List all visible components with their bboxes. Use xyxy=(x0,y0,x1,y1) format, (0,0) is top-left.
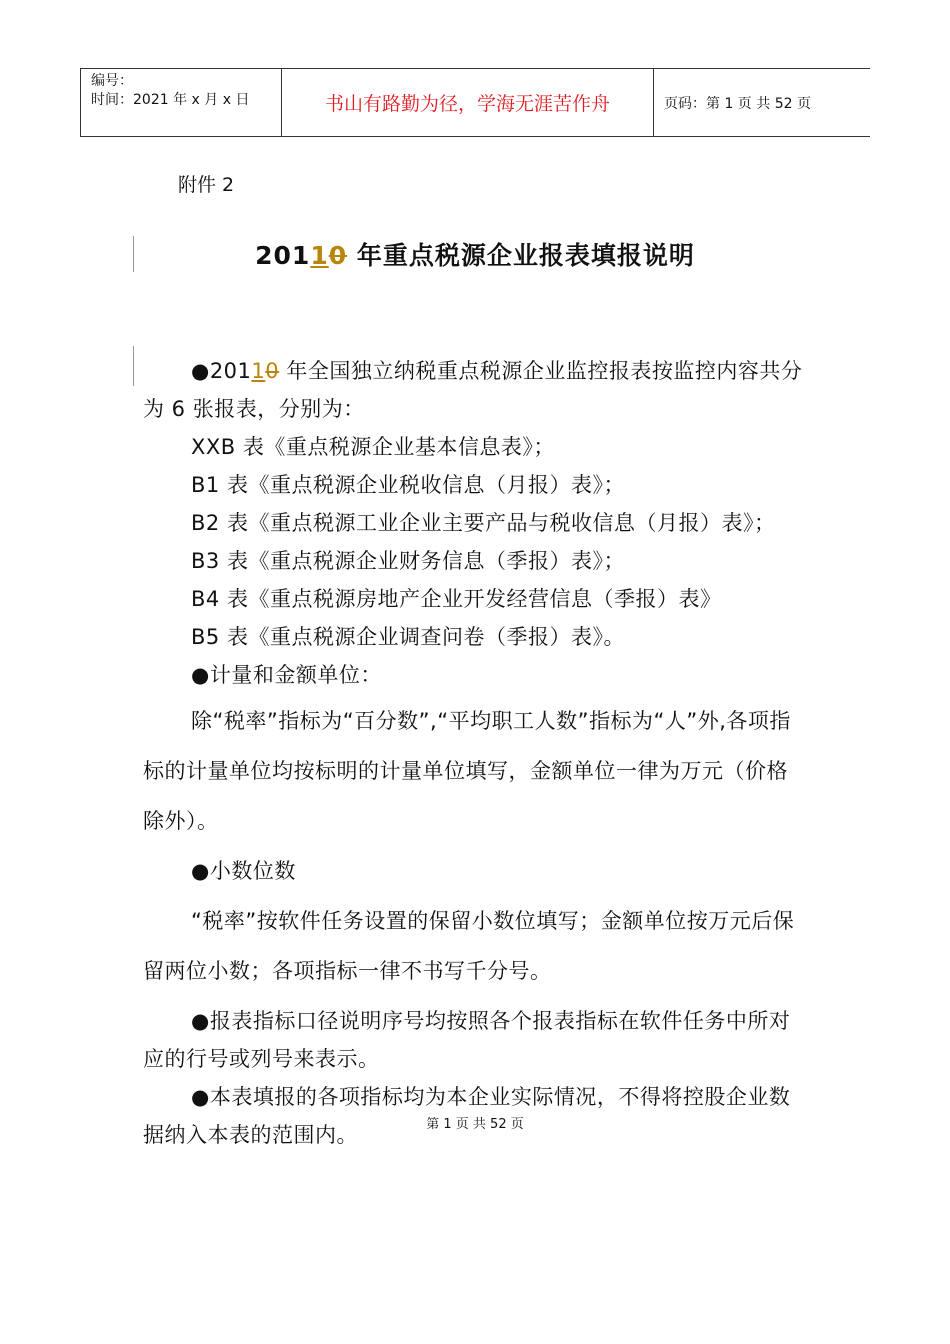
header-time-label: 时间：2021 年 x 月 x 日 xyxy=(91,92,250,108)
title-prefix: 201 xyxy=(255,241,311,270)
header-meta-cell xyxy=(80,69,282,136)
table-item: XXB 表《重点税源企业基本信息表》； xyxy=(191,435,555,459)
table-item: B4 表《重点税源房地产企业开发经营信息（季报）表》 xyxy=(191,587,722,611)
revision-margin-mark-2 xyxy=(133,346,134,386)
decimal-text: “税率”按软件任务设置的保留小数位填写；金额单位按万元后保留两位小数；各项指标一律不书写千分号。 xyxy=(143,909,795,983)
header-motto: 书山有路勤为径，学海无涯苦作舟 xyxy=(282,69,654,136)
table-item: B1 表《重点税源企业税收信息（月报）表》； xyxy=(191,473,625,497)
intro-rest: 年全国独立纳税重点税源企业监控报表按监控内容共分为 6 张报表，分别为： xyxy=(143,359,803,421)
header-page-info: 页码：第 1 页 共 52 页 xyxy=(664,95,811,112)
table-item: B2 表《重点税源工业企业主要产品与税收信息（月报）表》； xyxy=(191,511,776,535)
title-inserted-digit: 1 xyxy=(310,241,329,270)
actual-text: ●本表填报的各项指标均为本企业实际情况，不得将控股企业数据纳入本表的范围内。 xyxy=(143,1085,791,1147)
unit-text: 除“税率”指标为“百分数”,“平均职工人数”指标为“人”外,各项指标的计量单位均按标明的计量单位填写，金额单位一律为万元（价格除外）。 xyxy=(143,709,791,833)
caliber-text: ●报表指标口径说明序号均按照各个报表指标在软件任务中所对应的行号或列号来表示。 xyxy=(143,1009,791,1071)
page-title xyxy=(0,236,950,272)
header-number-label: 编号： xyxy=(91,73,133,89)
intro-inserted-digit: 1 xyxy=(251,359,266,383)
intro-prefix: ●201 xyxy=(191,359,252,383)
attachment-label: 附件 2 xyxy=(178,174,235,196)
title-deleted-digit: 0 xyxy=(328,241,348,270)
document-header-table xyxy=(80,68,870,137)
paragraph-intro xyxy=(143,352,809,428)
table-item: B5 表《重点税源企业调查问卷（季报）表》。 xyxy=(191,625,625,649)
unit-heading: ●计量和金额单位： xyxy=(191,663,382,687)
document-body xyxy=(143,352,809,1154)
footer-page-number: 第 1 页 共 52 页 xyxy=(426,1117,524,1132)
decimal-heading: ●小数位数 xyxy=(191,859,296,883)
title-rest: 年重点税源企业报表填报说明 xyxy=(347,241,695,270)
intro-deleted-digit: 0 xyxy=(265,359,280,383)
table-item: B3 表《重点税源企业财务信息（季报）表》； xyxy=(191,549,625,573)
